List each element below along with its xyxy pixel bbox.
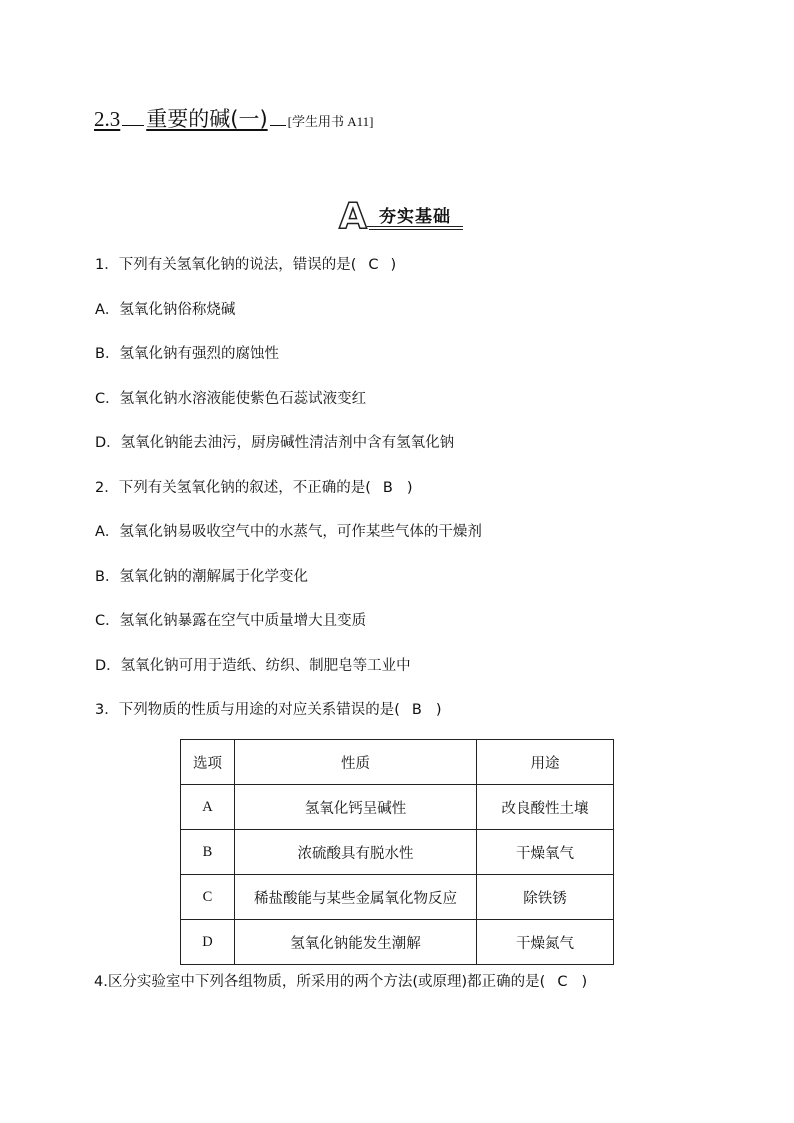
option-item: D．氢氧化钠可用于造纸、纺织、制肥皂等工业中 [95,658,411,674]
table-row [181,875,614,920]
table-row [181,830,614,875]
option-item: A．氢氧化钠易吸收空气中的水蒸气，可作某些气体的干燥剂 [95,524,482,540]
table-cell: 干燥氧气 [477,830,614,875]
table-header-row [181,740,614,785]
option-item: D．氢氧化钠能去油污，厨房碱性清洁剂中含有氢氧化钠 [95,435,455,451]
option-item: B．氢氧化钠有强烈的腐蚀性 [95,346,279,362]
table-row [181,785,614,830]
book-reference: [学生用书 A11] [287,114,374,129]
section-number: 2.3 [94,107,121,131]
option-item: A．氢氧化钠俗称烧碱 [95,302,236,318]
table-row [181,920,614,965]
table-header-cell: 选项 [181,740,235,785]
banner-underline [367,226,463,227]
question-stem: 3．下列物质的性质与用途的对应关系错误的是( B ) [95,702,442,718]
banner-text: 夯实基础 [379,207,451,227]
section-banner [339,196,465,237]
answer: B [382,480,393,496]
page-title [94,103,373,129]
table-cell: C [181,875,235,920]
question-stem: 4.区分实验室中下列各组物质，所采用的两个方法(或原理)都正确的是( C ) [94,974,588,990]
table-header-cell: 用途 [477,740,614,785]
answer: B [411,702,422,718]
option-item: C．氢氧化钠暴露在空气中质量增大且变质 [95,613,367,629]
table-cell: 氢氧化钙呈碱性 [235,785,477,830]
section-title: 重要的碱(一) [146,107,268,131]
banner-underline [369,229,463,230]
banner-letter-logo: A [339,196,367,237]
question-stem: 1．下列有关氢氧化钠的说法，错误的是( C ) [95,257,397,273]
table-cell: 稀盐酸能与某些金属氧化物反应 [235,875,477,920]
table-cell: A [181,785,235,830]
table-cell: 干燥氮气 [477,920,614,965]
title-underline-gap [270,107,286,126]
table-cell: 氢氧化钠能发生潮解 [235,920,477,965]
question-stem: 2．下列有关氢氧化钠的叙述，不正确的是( B ) [95,480,413,496]
option-item: C．氢氧化钠水溶液能使紫色石蕊试液变红 [95,391,367,407]
table-cell: 浓硫酸具有脱水性 [235,830,477,875]
properties-table [180,739,614,965]
table-cell: D [181,920,235,965]
answer: C [368,257,379,273]
table-cell: B [181,830,235,875]
table-cell: 改良酸性土壤 [477,785,614,830]
title-underline-gap [122,107,144,126]
table-header-cell: 性质 [235,740,477,785]
answer: C [557,974,568,990]
option-item: B．氢氧化钠的潮解属于化学变化 [95,569,308,585]
table-cell: 除铁锈 [477,875,614,920]
